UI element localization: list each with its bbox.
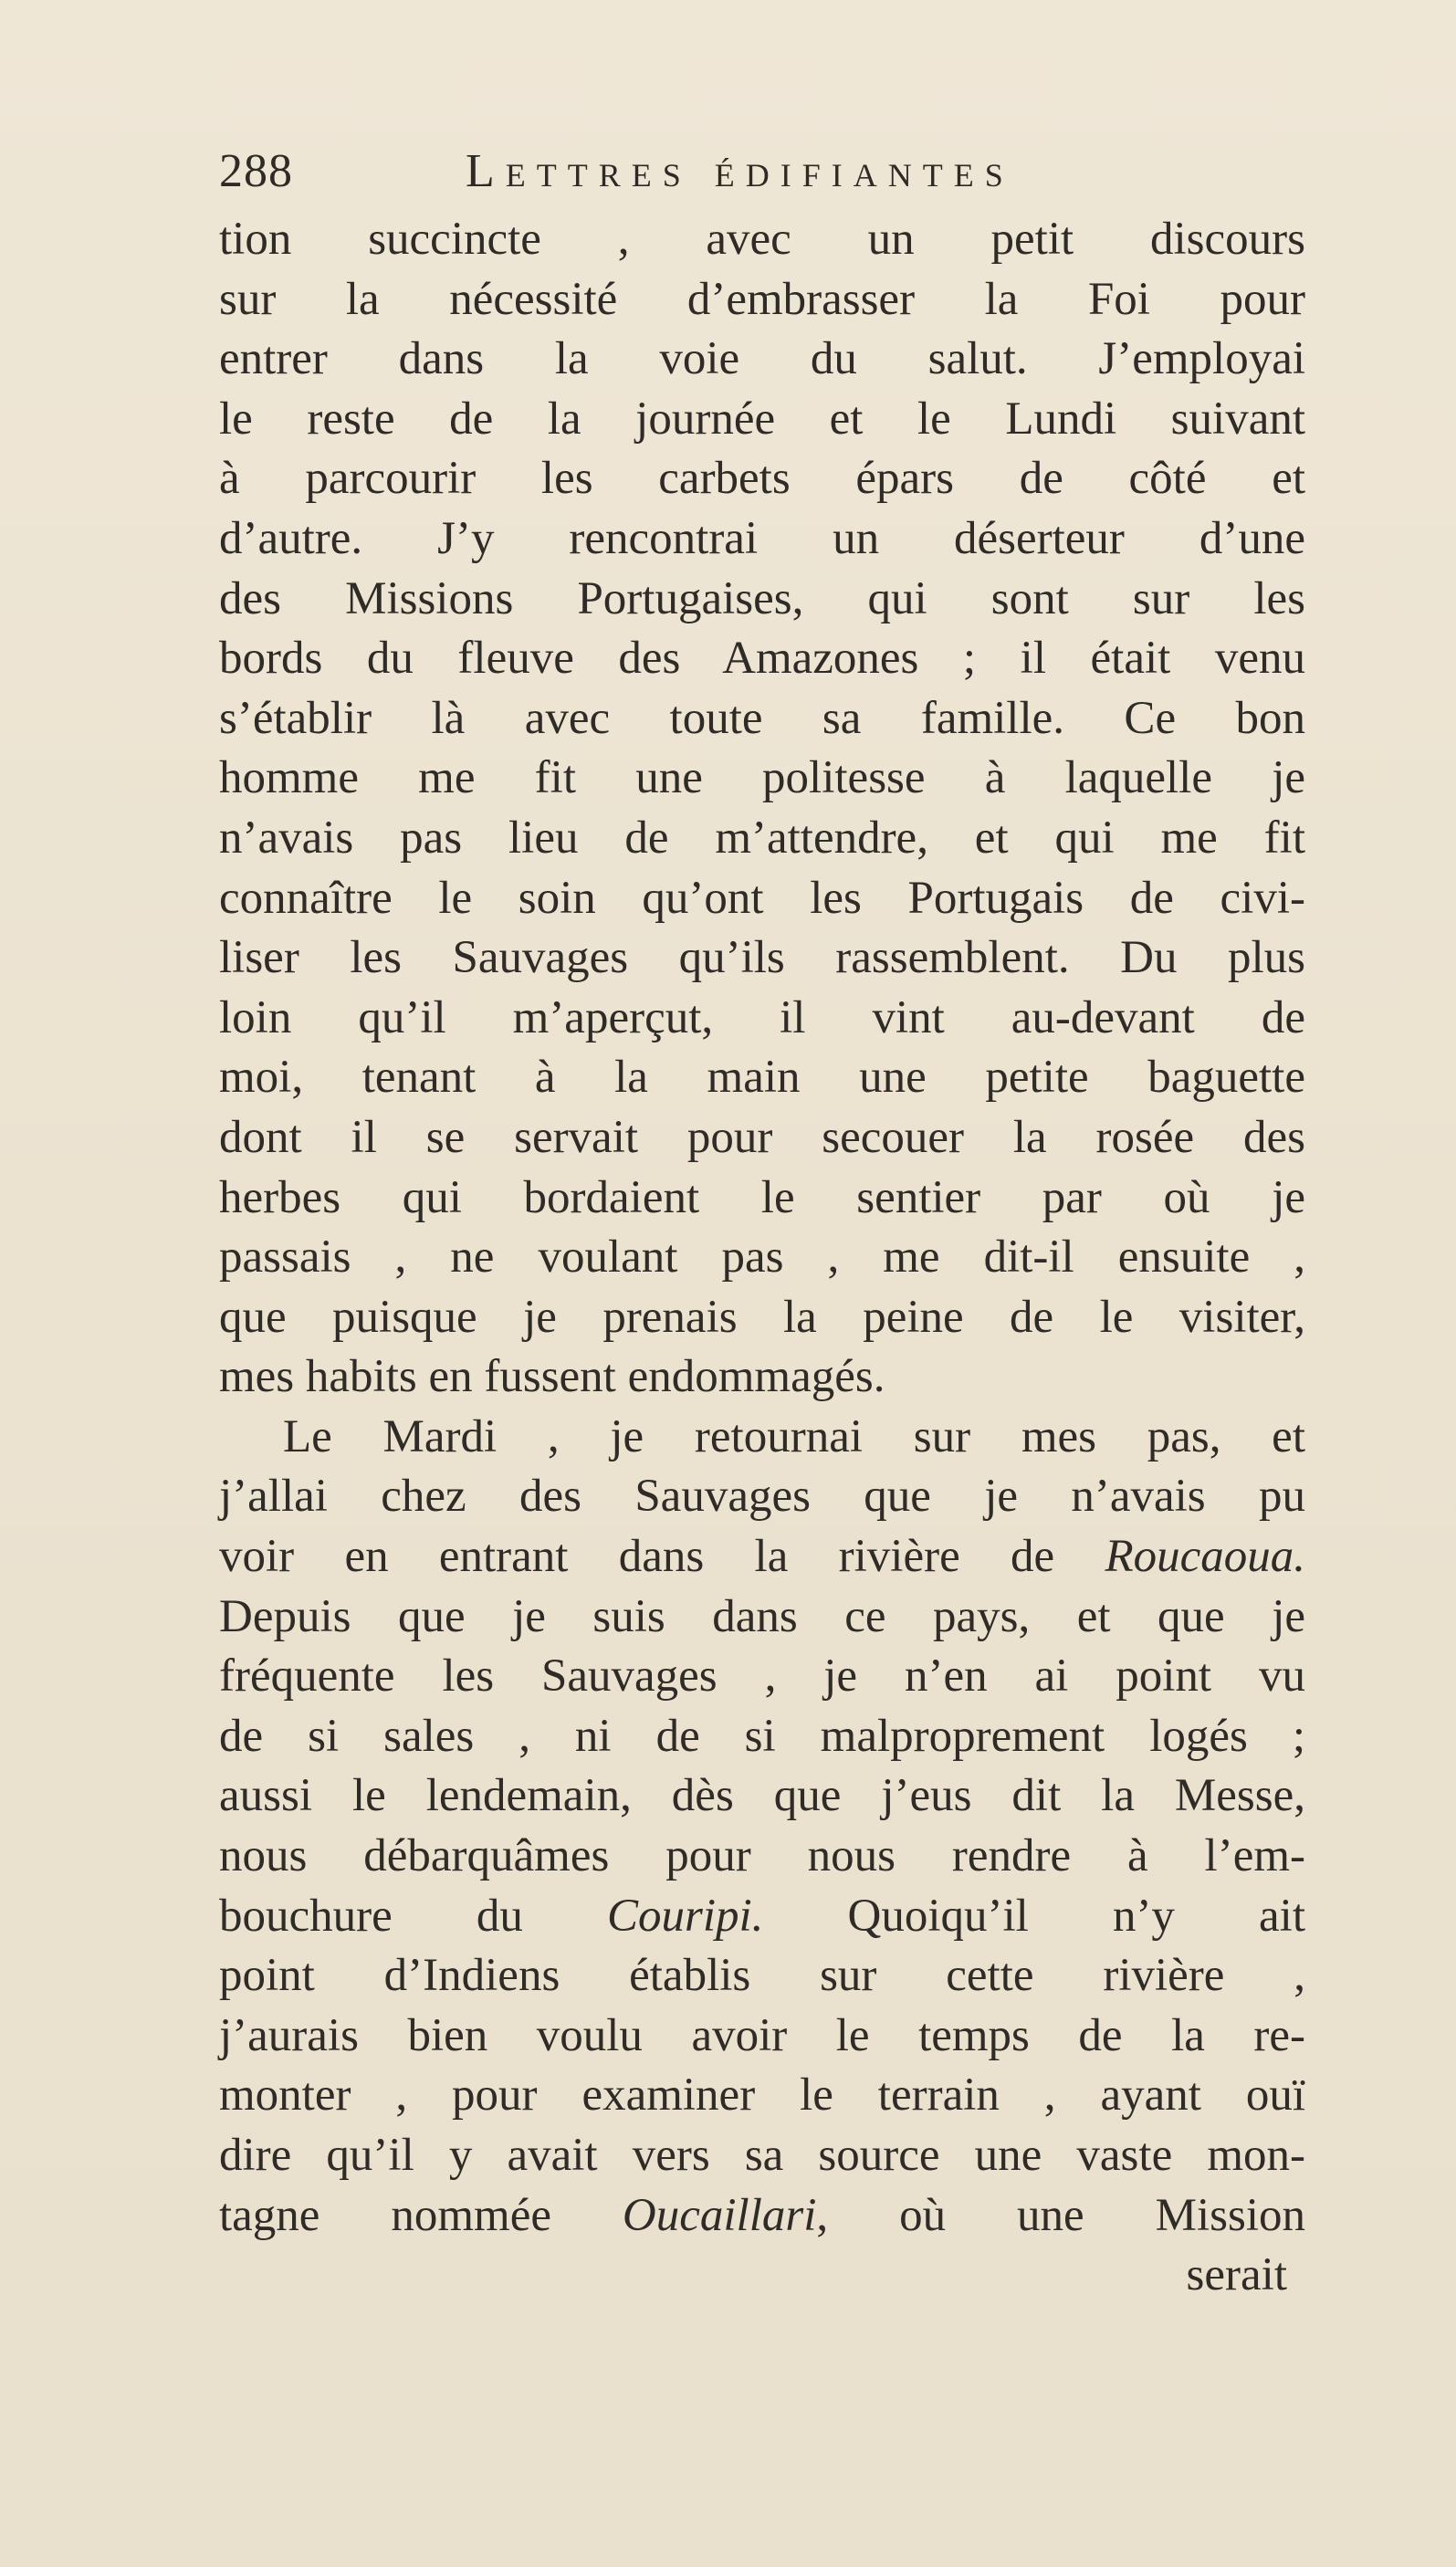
page-header [219,144,1315,208]
text-line-paragraph-start: Le Mardi , je retournai sur mes pas, et [283,1410,1305,1462]
text-line: le reste de la journée et le Lundi suivant [219,393,1305,445]
place-name-couripi: Couripi. [606,1890,764,1942]
text-line: des Missions Portugaises, qui sont sur les [219,572,1305,624]
body-text [219,210,1305,2306]
text-line: homme me fit une politesse à laquelle je [219,752,1305,804]
text-line: Depuis que je suis dans ce pays, et que je [219,1590,1305,1642]
text-line: j’allai chez des Sauvages que je n’avais pu [219,1471,1305,1523]
text-line: moi, tenant à la main une petite baguette [219,1052,1305,1104]
text-line: dont il se servait pour secouer la rosée des [219,1111,1305,1163]
text-line: tion succincte , avec un petit discours [219,214,1305,265]
text-line: entrer dans la voie du salut. J’employai [219,333,1305,385]
text-line: voir en entrant dans la rivière de Roucaoua. [219,1531,1305,1583]
text-line: point d’Indiens établis sur cette rivière , [219,1950,1305,2002]
text-line: que puisque je prenais la peine de le visiter, [219,1291,1305,1343]
text-line: liser les Sauvages qu’ils rassemblent. Du plus [219,932,1305,984]
text-line: bords du fleuve des Amazones ; il était venu [219,633,1305,685]
text-line: passais , ne voulant pas , me dit-il ensuite , [219,1231,1305,1284]
catchword: serait [1186,2249,1287,2301]
text-line: sur la nécessité d’embrasser la Foi pour [219,273,1305,325]
text-line: à parcourir les carbets épars de côté et [219,453,1305,505]
place-name-roucaoua: Roucaoua. [1105,1531,1305,1583]
text-line: monter , pour examiner le terrain , ayant ouï [219,2069,1305,2122]
text-line: d’autre. J’y rencontrai un déserteur d’une [219,512,1305,564]
place-name-oucaillari: Oucaillari [622,2189,817,2241]
text-line: de si sales , ni de si malproprement logés ; [219,1710,1305,1762]
text-line: j’aurais bien voulu avoir le temps de la re- [219,2009,1305,2061]
text-line: aussi le lendemain, dès que j’eus dit la Messe, [219,1770,1305,1822]
text-line: tagne nommée Oucaillari, où une Mission [219,2189,1305,2241]
text-line: dire qu’il y avait vers sa source une vaste mon- [219,2130,1305,2181]
text-line: s’établir là avec toute sa famille. Ce bon [219,692,1305,744]
running-title: Lettres édifiantes [466,145,1014,197]
text-line: loin qu’il m’aperçut, il vint au-devant de [219,991,1305,1043]
page-number: 288 [219,145,293,197]
text-line: herbes qui bordaient le sentier par où je [219,1171,1305,1223]
text-line: fréquente les Sauvages , je n’en ai point vu [219,1650,1305,1703]
text-line: n’avais pas lieu de m’attendre, et qui me fit [219,812,1305,864]
text-line: connaître le soin qu’ont les Portugais de civi- [219,872,1305,924]
text-line: bouchure du Couripi. Quoiqu’il n’y ait [219,1890,1306,1942]
text-line-paragraph-end: mes habits en fussent endommagés. [219,1351,885,1403]
text-line: nous débarquâmes pour nous rendre à l’em- [219,1830,1305,1882]
